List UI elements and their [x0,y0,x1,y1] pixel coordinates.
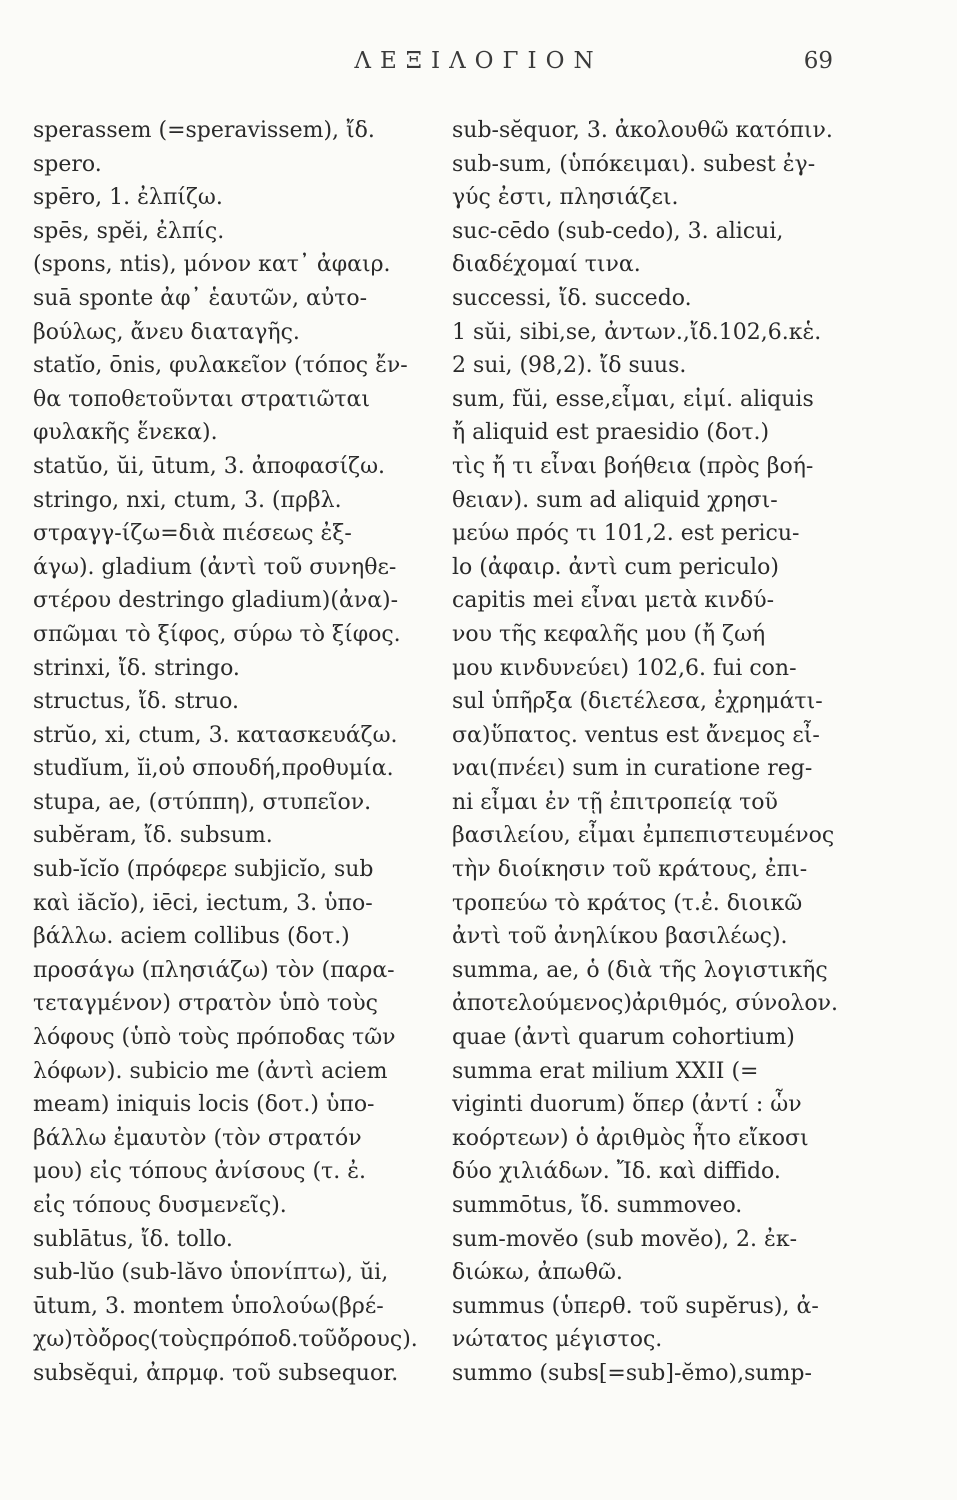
entry-line: βάλλω. aciem collibus (δοτ.) [33,924,350,950]
right-column [452,114,852,1391]
entry-line: meam) iniquis locis (δοτ.) ὑπο- [33,1092,375,1118]
entry-line: νου τῆς κεφαλῆς μου (ἤ ζωή [452,621,766,647]
entry-line: summo (subs[=sub]-ĕmo),sump- [452,1360,812,1386]
entry-line: γύς ἐστι, πλησιάζει. [452,185,679,211]
entry-line: spero. [33,151,102,177]
page-header-title: ΛΕΞΙΛΟΓΙΟΝ [354,48,603,74]
entry-line: sperassem (=speravissem), ἴδ. [33,118,375,143]
entry-line: spēro, 1. ἐλπίζω. [33,185,223,211]
entry-line: summōtus, ἴδ. summoveo. [452,1193,743,1218]
entry-line: ἤ aliquid est praesidio (δοτ.) [452,420,770,446]
entry-line: θειαν). sum ad aliquid χρησι- [452,487,778,513]
entry-line: διαδέχομαί τινα. [452,252,641,278]
left-column [33,114,433,1391]
entry-line: μεύω πρός τι 101,2. est pericu- [452,521,800,547]
entry-line: στραγγ-ίζω=διὰ πιέσεως ἐξ- [33,521,352,547]
entry-line: εἰς τόπους δυσμενεῖς). [33,1193,287,1218]
entry-line: statĭo, ōnis, φυλακεῖον (τόπος ἔν- [33,353,408,379]
entry-line: quae (ἀντὶ quarum cohortium) [452,1025,795,1051]
entry-line: τροπεύω τὸ κράτος (τ.ἐ. διοικῶ [452,890,803,916]
entry-line: summa erat milium XXII (= [452,1058,759,1084]
entry-line: βούλως, ἄνευ διαταγῆς. [33,319,300,345]
entry-line: τεταγμένον) στρατὸν ὑπὸ τοὺς [33,991,378,1017]
entry-line: βάλλω ἐμαυτὸν (τὸν στρατόν [33,1125,362,1151]
entry-line: 2 sui, (98,2). ἴδ suus. [452,353,687,379]
entry-line: 1 sŭi, sibi,se, ἀντων.,ἴδ.102,6.κἑ. [452,319,822,345]
entry-line: sub-ĭcĭo (πρόφερε subjicĭo, sub [33,857,374,883]
page-number: 69 [803,48,833,74]
entry-line: stringo, nxi, ctum, 3. (πρβλ. [33,487,342,513]
entry-line: lo (ἀφαιρ. ἀντὶ cum periculo) [452,554,779,580]
entry-line: λόφους (ὑπὸ τοὺς πρόποδας τῶν [33,1025,396,1051]
entry-line: ναι(πνέει) sum in curatione reg- [452,756,813,782]
entry-line: sum-movĕo (sub movĕo), 2. ἐκ- [452,1226,798,1252]
entry-line: τὴν διοίκησιν τοῦ κράτους, ἐπι- [452,857,808,883]
entry-line: sub-sum, (ὑπόκειμαι). subest ἐγ- [452,151,816,177]
entry-line: statŭo, ŭi, ūtum, 3. ἀποφασίζω. [33,453,386,479]
entry-line: άγω). gladium (ἀντὶ τοῦ συνηθε- [33,554,397,580]
entry-line: χω)τὸὄρος(τοὺςπρόποδ.τοῦὄρους). [33,1327,418,1353]
entry-line: δύο χιλιάδων. Ἴδ. καὶ diffido. [452,1159,781,1185]
entry-line: θα τοποθετοῦνται στρατιῶται [33,386,371,412]
entry-line: ni εἶμαι ἐν τῇ ἐπιτροπείᾳ τοῦ [452,789,778,815]
entry-line: summus (ὑπερθ. τοῦ supĕrus), ἀ- [452,1293,819,1319]
entry-line: ūtum, 3. montem ὑπολούω(βρέ- [33,1293,384,1319]
entry-line: σπῶμαι τὸ ξίφος, σύρω τὸ ξίφος. [33,621,401,647]
entry-line: στέρου destringo gladium)(ἀνα)- [33,588,399,614]
entry-line: sublātus, ἴδ. tollo. [33,1226,233,1252]
entry-line: sub-lŭo (sub-lăvo ὑπονίπτω), ŭi, [33,1260,389,1286]
entry-line: capitis mei εἶναι μετὰ κινδύ- [452,588,775,614]
entry-line: studĭum, ĭi,οὐ σπουδή,προθυμία. [33,756,394,782]
entry-line: ἀντὶ τοῦ ἀνηλίκου βασιλέως). [452,924,788,950]
entry-line: διώκω, ἀπωθῶ. [452,1260,623,1286]
entry-line: κοόρτεων) ὁ ἀριθμὸς ἦτο εἴκοσι [452,1125,809,1151]
entry-line: successi, ἴδ. succedo. [452,285,692,311]
entry-line: suā sponte ἀφ᾽ ἑαυτῶν, αὐτο- [33,285,368,311]
entry-line: καὶ iăcĭo), iēci, iectum, 3. ὑπο- [33,890,373,916]
entry-line: λόφων). subicio me (ἀντὶ aciem [33,1058,388,1084]
entry-line: μου κινδυνεύει) 102,6. fui con- [452,655,797,681]
entry-line: structus, ἴδ. struo. [33,689,239,715]
entry-line: strŭo, xi, ctum, 3. κατασκευάζω. [33,722,398,748]
entry-line: summa, ae, ὁ (διὰ τῆς λογιστικῆς [452,957,828,983]
entry-line: spēs, spĕi, ἐλπίς. [33,218,225,244]
entry-line: βασιλείου, εἶμαι ἐμπεπιστευμένος [452,823,835,849]
entry-line: (spons, ntis), μόνον κατ᾽ ἀφαιρ. [33,252,391,278]
entry-line: μου) εἰς τόπους ἀνίσους (τ. ἐ. [33,1159,366,1185]
entry-line: strinxi, ἴδ. stringo. [33,655,240,681]
entry-line: sub-sĕquor, 3. ἀκολουθῶ κατόπιν. [452,118,833,143]
entry-line: sum, fŭi, esse,εἶμαι, εἰμί. aliquis [452,386,814,412]
entry-line: subsĕqui, ἀπρμφ. τοῦ subsequor. [33,1360,399,1386]
entry-line: suc-cēdo (sub-cedo), 3. alicui, [452,218,784,244]
entry-line: προσάγω (πλησιάζω) τὸν (παρα- [33,957,395,983]
entry-line: τὶς ἤ τι εἶναι βοήθεια (πρὸς βοή- [452,453,814,479]
entry-line: sul ὑπῆρξα (διετέλεσα, ἐχρημάτι- [452,689,823,715]
entry-line: ἀποτελούμενος)ἀριθμός, σύνολον. [452,991,838,1017]
entry-line: stupa, ae, (στύππη), στυπεῖον. [33,789,372,815]
entry-line: νώτατος μέγιστος. [452,1327,663,1353]
entry-line: φυλακῆς ἕνεκα). [33,420,218,446]
entry-line: viginti duorum) ὅπερ (ἀντί : ὧν [452,1092,802,1118]
entry-line: σα)ὕπατος. ventus est ἄνεμος εἶ- [452,722,820,748]
entry-line: subĕram, ἴδ. subsum. [33,823,273,849]
